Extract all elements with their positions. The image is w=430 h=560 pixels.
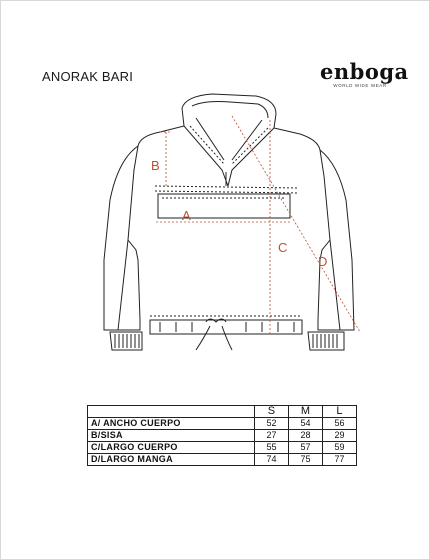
- table-row: [88, 442, 357, 454]
- table-row: [88, 454, 357, 466]
- measure-guides: [156, 116, 360, 334]
- label-a: A: [182, 208, 191, 223]
- brand-tagline: WORLD WIDE WEAR: [333, 83, 387, 88]
- body-left-side: [128, 126, 184, 320]
- size-header-m: M: [288, 406, 322, 418]
- hood-inner: [192, 102, 268, 119]
- size-header-row: [88, 406, 357, 418]
- brand-name: enboga: [320, 59, 409, 84]
- size-chart-table: [87, 405, 357, 466]
- value-m: 57: [288, 442, 322, 454]
- right-cuff-rib: [313, 334, 337, 348]
- row-label: D/LARGO MANGA: [88, 454, 255, 466]
- value-l: 59: [322, 442, 356, 454]
- label-d: D: [318, 254, 328, 269]
- value-l: 56: [322, 418, 356, 430]
- row-label: C/LARGO CUERPO: [88, 442, 255, 454]
- measure-labels: [151, 158, 327, 269]
- value-s: 55: [254, 442, 288, 454]
- table-row: [88, 418, 357, 430]
- label-b: B: [151, 158, 160, 173]
- table-row: [88, 430, 357, 442]
- measure-d-line: [232, 116, 360, 332]
- value-l: 29: [322, 430, 356, 442]
- size-header-s: S: [254, 406, 288, 418]
- row-label: B/SISA: [88, 430, 255, 442]
- right-sleeve: [318, 150, 354, 330]
- hem-rib: [160, 322, 294, 332]
- product-title: ANORAK BARI: [42, 69, 134, 84]
- header-blank-cell: [88, 406, 255, 418]
- value-s: 52: [254, 418, 288, 430]
- body-right-side: [274, 128, 330, 320]
- value-s: 74: [254, 454, 288, 466]
- value-m: 75: [288, 454, 322, 466]
- value-l: 77: [322, 454, 356, 466]
- value-s: 27: [254, 430, 288, 442]
- measure-b-line: [160, 132, 172, 186]
- hood-outline: [182, 94, 276, 128]
- value-m: 54: [288, 418, 322, 430]
- left-sleeve: [104, 146, 140, 330]
- hem-band: [150, 320, 302, 334]
- collar-right: [228, 120, 274, 186]
- size-header-l: L: [322, 406, 356, 418]
- row-label: A/ ANCHO CUERPO: [88, 418, 255, 430]
- left-cuff-rib: [115, 334, 139, 348]
- label-c: C: [278, 240, 288, 255]
- collar-left: [184, 118, 228, 186]
- value-m: 28: [288, 430, 322, 442]
